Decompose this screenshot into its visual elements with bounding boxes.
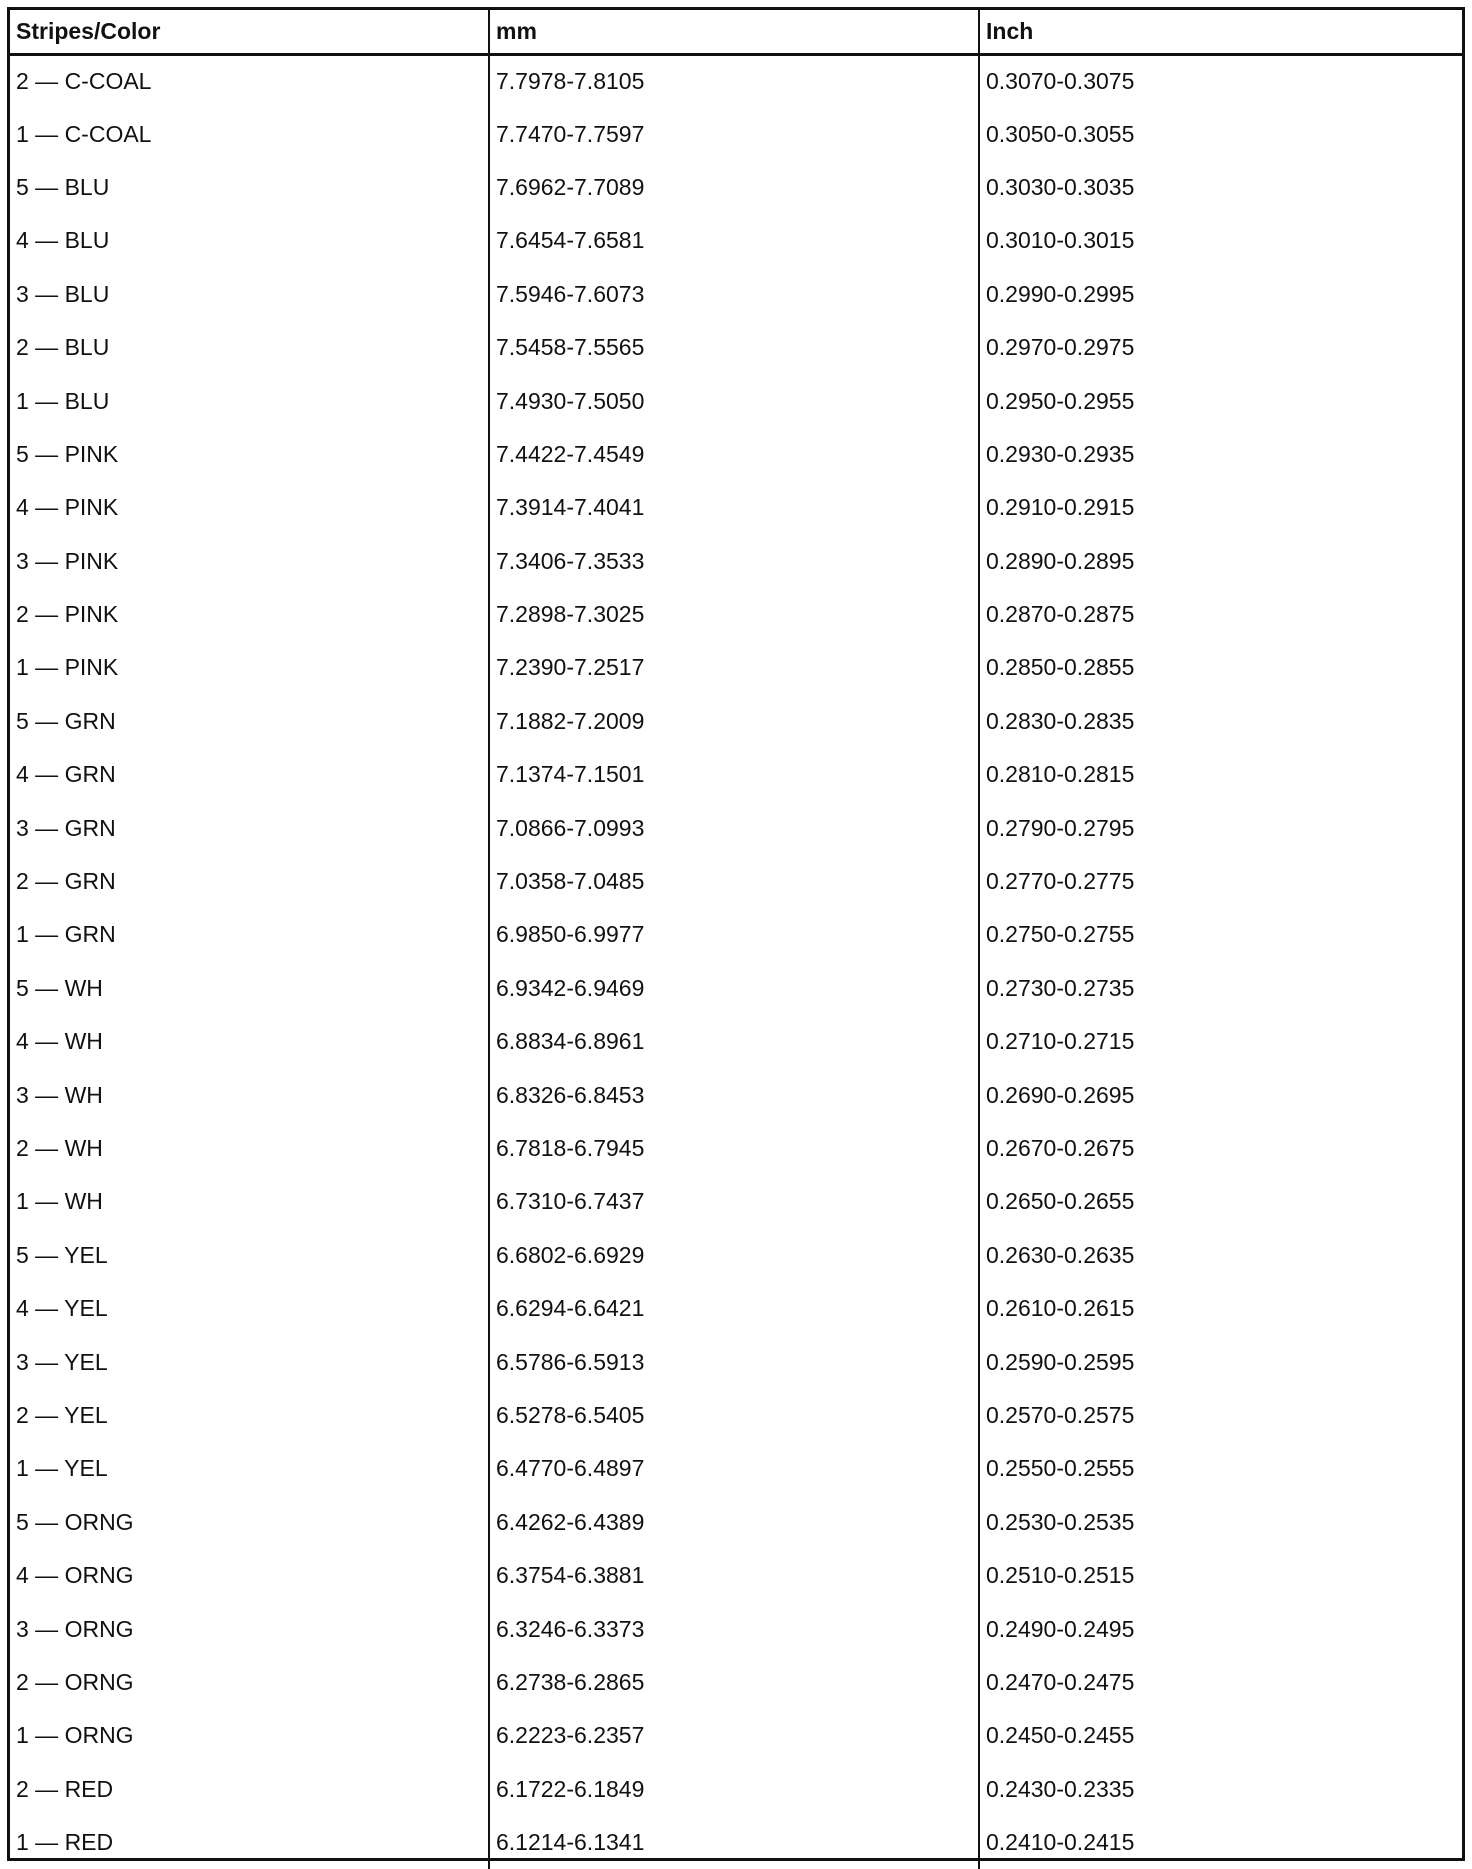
table-row [10,161,1462,214]
stripes-color-cell: 2 — C-COAL [16,67,152,94]
mm-cell: 7.1374-7.1501 [489,748,979,801]
stripes-color-cell: 3 — PINK [16,547,119,574]
table-row [10,1602,1462,1655]
stripes-color-cell: 3 — ORNG [16,1615,134,1642]
mm-cell: 7.3406-7.3533 [489,535,979,588]
inch-cell: 0.2430-0.2335 [979,1763,1462,1816]
stripes-color-cell: 1 — GRN [16,921,116,948]
inch-cell: 0.2990-0.2995 [979,268,1462,321]
stripes-color-cell: 3 — YEL [16,1348,108,1375]
table-row [10,748,1462,801]
inch-cell: 0.2890-0.2895 [979,535,1462,588]
inch-cell: 0.2690-0.2695 [979,1068,1462,1121]
table-row [10,1763,1462,1816]
inch-cell: 0.2870-0.2875 [979,588,1462,641]
table-row [10,428,1462,481]
stripes-color-cell: 2 — BLU [16,334,110,361]
inch-cell: 0.2910-0.2915 [979,481,1462,534]
inch-cell: 0.2770-0.2775 [979,855,1462,908]
mm-cell: 6.2223-6.2357 [489,1709,979,1762]
table-row [10,481,1462,534]
stripes-color-cell: 1 — RED [16,1829,114,1856]
mm-cell: 7.0358-7.0485 [489,855,979,908]
mm-cell: 6.7818-6.7945 [489,1122,979,1175]
table-row [10,1496,1462,1549]
stripes-color-cell: 1 — BLU [16,387,110,414]
stripes-color-cell: 1 — PINK [16,654,119,681]
stripes-color-cell: 2 — ORNG [16,1668,134,1695]
stripes-color-cell: 2 — PINK [16,601,119,628]
header-mm: mm [489,10,979,54]
spec-table-frame [7,7,1465,1861]
table-row [10,855,1462,908]
mm-cell: 6.7310-6.7437 [489,1175,979,1228]
inch-cell: 0.2650-0.2655 [979,1175,1462,1228]
mm-cell: 7.2390-7.2517 [489,641,979,694]
stripes-color-cell: 5 — PINK [16,440,119,467]
table-row [10,1122,1462,1175]
table-row [10,588,1462,641]
table-row [10,214,1462,267]
header-inch: Inch [979,10,1462,54]
inch-cell: 0.2790-0.2795 [979,801,1462,854]
table-row [10,1015,1462,1068]
inch-cell: 0.3050-0.3055 [979,107,1462,160]
stripes-color-cell: 5 — BLU [16,173,110,200]
mm-cell: 6.9342-6.9469 [489,962,979,1015]
stripes-color-cell: 4 — BLU [16,227,110,254]
table-row [10,908,1462,961]
inch-cell: 0.2710-0.2715 [979,1015,1462,1068]
table-header-row [10,10,1462,54]
mm-cell: 7.3914-7.4041 [489,481,979,534]
inch-cell: 0.2530-0.2535 [979,1496,1462,1549]
mm-cell: 6.4770-6.4897 [489,1442,979,1495]
stripes-color-cell: 1 — ORNG [16,1722,134,1749]
mm-cell: 7.5458-7.5565 [489,321,979,374]
stripes-color-cell: 3 — BLU [16,280,110,307]
inch-cell: 0.3030-0.3035 [979,161,1462,214]
table-row [10,321,1462,374]
stripe-color-size-table [10,10,1462,1869]
stripes-color-cell: 1 — C-COAL [16,120,152,147]
mm-cell: 6.3246-6.3373 [489,1602,979,1655]
stripes-color-cell: 2 — RED [16,1775,114,1802]
stripes-color-cell: 3 — GRN [16,814,116,841]
stripes-color-cell: 4 — GRN [16,761,116,788]
mm-cell: 6.6294-6.6421 [489,1282,979,1335]
table-row [10,1816,1462,1869]
mm-cell: 7.6454-7.6581 [489,214,979,267]
table-row [10,374,1462,427]
stripes-color-cell: 2 — GRN [16,868,116,895]
inch-cell: 0.2550-0.2555 [979,1442,1462,1495]
mm-cell: 6.1722-6.1849 [489,1763,979,1816]
table-row [10,1709,1462,1762]
inch-cell: 0.2930-0.2935 [979,428,1462,481]
table-body [10,54,1462,1869]
mm-cell: 6.5278-6.5405 [489,1389,979,1442]
inch-cell: 0.2510-0.2515 [979,1549,1462,1602]
mm-cell: 6.2738-6.2865 [489,1656,979,1709]
mm-cell: 6.9850-6.9977 [489,908,979,961]
table-row [10,1068,1462,1121]
mm-cell: 6.1214-6.1341 [489,1816,979,1869]
table-row [10,1656,1462,1709]
mm-cell: 6.4262-6.4389 [489,1496,979,1549]
inch-cell: 0.2450-0.2455 [979,1709,1462,1762]
mm-cell: 7.5946-7.6073 [489,268,979,321]
stripes-color-cell: 4 — WH [16,1028,103,1055]
stripes-color-cell: 2 — WH [16,1135,103,1161]
inch-cell: 0.2970-0.2975 [979,321,1462,374]
inch-cell: 0.3010-0.3015 [979,214,1462,267]
mm-cell: 6.5786-6.5913 [489,1335,979,1388]
inch-cell: 0.2490-0.2495 [979,1602,1462,1655]
inch-cell: 0.2950-0.2955 [979,374,1462,427]
mm-cell: 7.4930-7.5050 [489,374,979,427]
table-row [10,1442,1462,1495]
header-stripes-color: Stripes/Color [10,10,489,54]
table-row [10,1175,1462,1228]
inch-cell: 0.2670-0.2675 [979,1122,1462,1175]
table-row [10,535,1462,588]
table-row [10,641,1462,694]
stripes-color-cell: 4 — YEL [16,1295,108,1322]
inch-cell: 0.2830-0.2835 [979,695,1462,748]
mm-cell: 7.4422-7.4549 [489,428,979,481]
stripes-color-cell: 1 — YEL [16,1455,108,1482]
stripes-color-cell: 4 — PINK [16,494,119,521]
mm-cell: 6.6802-6.6929 [489,1229,979,1282]
inch-cell: 0.2810-0.2815 [979,748,1462,801]
table-row [10,801,1462,854]
mm-cell: 7.7470-7.7597 [489,107,979,160]
table-row [10,962,1462,1015]
table-row [10,1549,1462,1602]
stripes-color-cell: 5 — ORNG [16,1508,134,1535]
stripes-color-cell: 2 — YEL [16,1401,108,1428]
table-row [10,1335,1462,1388]
stripes-color-cell: 5 — WH [16,974,103,1001]
inch-cell: 0.2730-0.2735 [979,962,1462,1015]
mm-cell: 7.6962-7.7089 [489,161,979,214]
mm-cell: 6.3754-6.3881 [489,1549,979,1602]
table-row [10,1229,1462,1282]
inch-cell: 0.2570-0.2575 [979,1389,1462,1442]
stripes-color-cell: 1 — WH [16,1188,103,1215]
inch-cell: 0.2850-0.2855 [979,641,1462,694]
mm-cell: 7.7978-7.8105 [489,54,979,107]
table-row [10,695,1462,748]
mm-cell: 6.8834-6.8961 [489,1015,979,1068]
table-row [10,107,1462,160]
inch-cell: 0.2410-0.2415 [979,1816,1462,1869]
inch-cell: 0.2590-0.2595 [979,1335,1462,1388]
table-row [10,1389,1462,1442]
mm-cell: 7.2898-7.3025 [489,588,979,641]
stripes-color-cell: 4 — ORNG [16,1562,134,1589]
table-row [10,268,1462,321]
inch-cell: 0.3070-0.3075 [979,54,1462,107]
mm-cell: 7.0866-7.0993 [489,801,979,854]
inch-cell: 0.2750-0.2755 [979,908,1462,961]
stripes-color-cell: 5 — YEL [16,1241,108,1268]
stripes-color-cell: 5 — GRN [16,707,116,734]
inch-cell: 0.2470-0.2475 [979,1656,1462,1709]
inch-cell: 0.2610-0.2615 [979,1282,1462,1335]
stripes-color-cell: 3 — WH [16,1081,103,1108]
table-row [10,1282,1462,1335]
table-row [10,54,1462,107]
inch-cell: 0.2630-0.2635 [979,1229,1462,1282]
mm-cell: 6.8326-6.8453 [489,1068,979,1121]
mm-cell: 7.1882-7.2009 [489,695,979,748]
